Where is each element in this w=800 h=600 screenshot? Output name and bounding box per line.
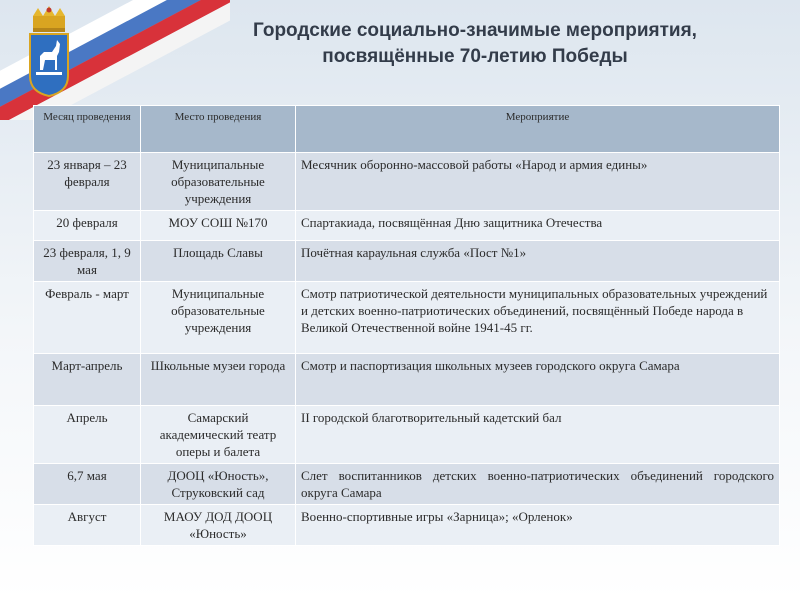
table-row [34,464,780,505]
cell-place: Муниципальные образовательные учреждения [141,153,296,211]
title-line-1: Городские социально-значимые мероприятия, [253,20,697,41]
header-place: Место проведения [141,106,296,153]
table-row [34,505,780,546]
header-event: Мероприятие [296,106,780,153]
cell-event: Слет воспитанников детских военно-патриотических объединений городского округа Самара [296,464,780,505]
title-line-2: посвящённые 70-летию Победы [322,46,628,67]
cell-month: Февраль - март [34,282,141,354]
header-month: Месяц проведения [34,106,141,153]
cell-place: МОУ СОШ №170 [141,211,296,241]
cell-month: 6,7 мая [34,464,141,505]
cell-event: Месячник оборонно-массовой работы «Народ и армия едины» [296,153,780,211]
cell-place: Школьные музеи города [141,354,296,406]
cell-month: Апрель [34,406,141,464]
cell-place: Площадь Славы [141,241,296,282]
cell-month: Март-апрель [34,354,141,406]
table-row [34,241,780,282]
table-row [34,153,780,211]
cell-event: Почётная караульная служба «Пост №1» [296,241,780,282]
cell-event: II городской благотворительный кадетский бал [296,406,780,464]
cell-month: Август [34,505,141,546]
cell-place: ДООЦ «Юность», Струковский сад [141,464,296,505]
cell-event: Спартакиада, посвящённая Дню защитника Отечества [296,211,780,241]
page-title [150,18,800,70]
events-table [33,105,780,546]
cell-event: Военно-спортивные игры «Зарница»; «Орленок» [296,505,780,546]
cell-place: Муниципальные образовательные учреждения [141,282,296,354]
table-row [34,406,780,464]
table-header-row [34,106,780,153]
samara-coat-of-arms-icon [24,6,74,98]
table-row [34,282,780,354]
cell-month: 23 февраля, 1, 9 мая [34,241,141,282]
cell-place: МАОУ ДОД ДООЦ «Юность» [141,505,296,546]
cell-month: 23 января – 23 февраля [34,153,141,211]
cell-place: Самарский академический театр оперы и балета [141,406,296,464]
cell-event: Смотр и паспортизация школьных музеев городского округа Самара [296,354,780,406]
table-row [34,211,780,241]
table-row [34,354,780,406]
cell-month: 20 февраля [34,211,141,241]
cell-event: Смотр патриотической деятельности муниципальных образовательных учреждений и детских военно-патриотических объединений, посвящённый Победе народа в Великой Отечественной войне 1941-45 гг. [296,282,780,354]
